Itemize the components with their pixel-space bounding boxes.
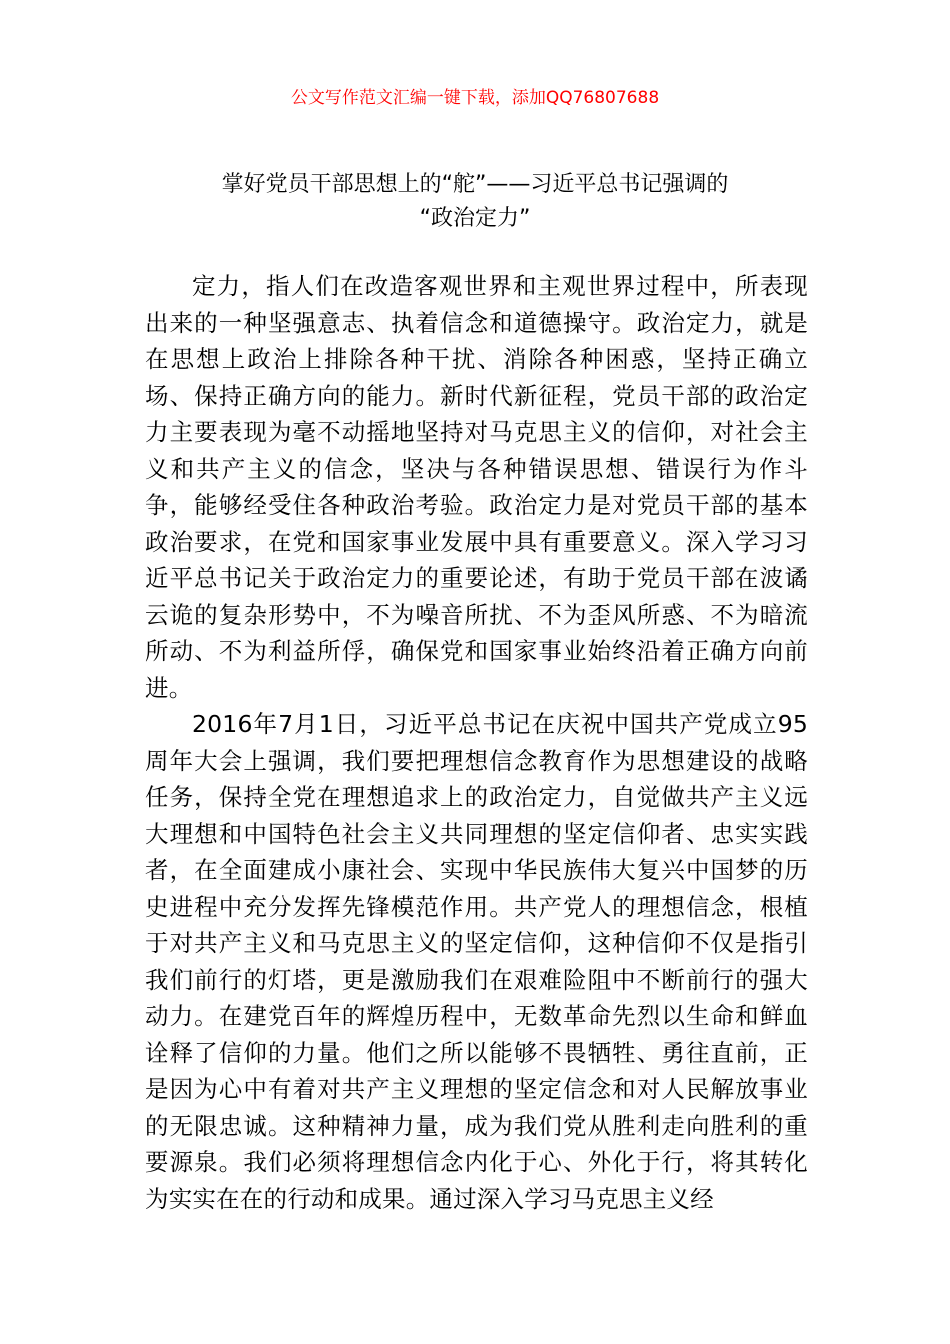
body-paragraph: 定力，指人们在改造客观世界和主观世界过程中，所表现出来的一种坚强意志、执着信念和道德操守。政治定力，就是在思想上政治上排除各种干扰、消除各种困惑，坚持正确立场、保持正确方向的能力。新时代新征程，党员干部的政治定力主要表现为毫不动摇地坚持对马克思主义的信仰，对社会主义和共产主义的信念，坚决与各种错误思想、错误行为作斗争，能够经受住各种政治考验。政治定力是对党员干部的基本政治要求，在党和国家事业发展中具有重要意义。深入学习习近平总书记关于政治定力的重要论述，有助于党员干部在波谲云诡的复杂形势中，不为噪音所扰、不为歪风所惑、不为暗流所动、不为利益所俘，确保党和国家事业始终沿着正确方向前进。 (145, 272, 808, 702)
title-line-1: 掌好党员干部思想上的“舵”——习近平总书记强调的 (221, 172, 729, 197)
body-paragraph: 2016年7月1日，习近平总书记在庆祝中国共产党成立95周年大会上强调，我们要把理想信念教育作为思想建设的战略任务，保持全党在理想追求上的政治定力，自觉做共产主义远大理想和中国特色社会主义共同理想的坚定信仰者、忠实实践者，在全面建成小康社会、实现中华民族伟大复兴中国梦的历史进程中充分发挥先锋模范作用。共产党人的理想信念，根植于对共产主义和马克思主义的坚定信仰，这种信仰不仅是指引我们前行的灯塔，更是激励我们在艰难险阻中不断前行的强大动力。在建党百年的辉煌历程中，无数革命先烈以生命和鲜血诠释了信仰的力量。他们之所以能够不畏牺牲、勇往直前，正是因为心中有着对共产主义理想的坚定信念和对人民解放事业的无限忠诚。这种精神力量，成为我们党从胜利走向胜利的重要源泉。我们必须将理想信念内化于心、外化于行，将其转化为实实在在的行动和成果。通过深入学习马克思主义经 (145, 710, 808, 1213)
title-line-2: “政治定力” (419, 206, 531, 231)
download-promo-text: 公文写作范文汇编一键下载，添加QQ76807688 (290, 88, 660, 108)
document-title (120, 168, 830, 236)
document-body (145, 268, 808, 1217)
